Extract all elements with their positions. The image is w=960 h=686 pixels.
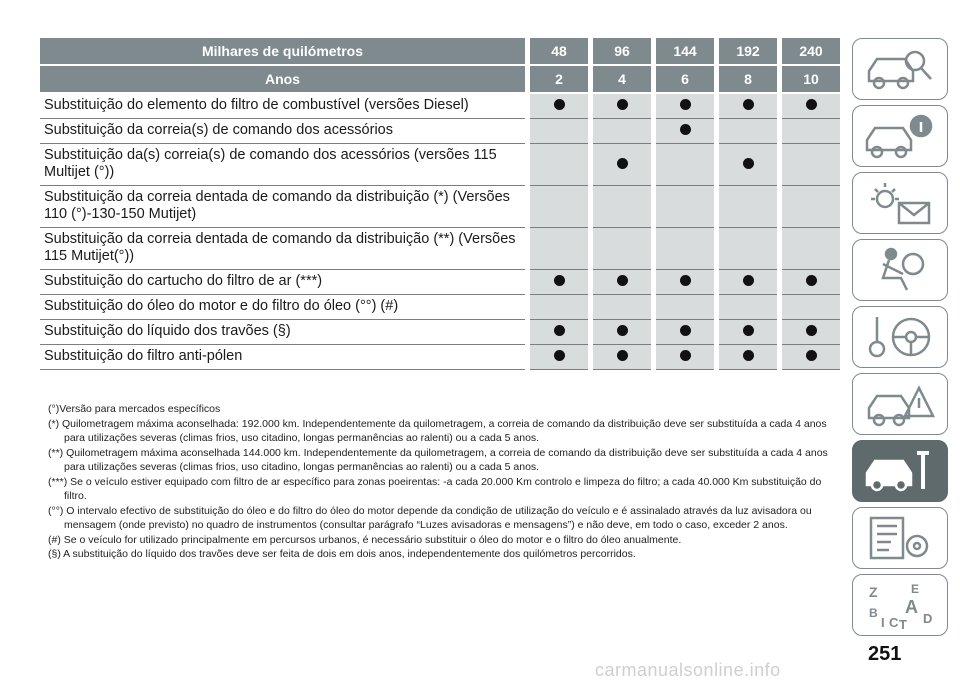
specifications-gear-icon: [861, 512, 939, 564]
schedule-cell: [654, 228, 717, 270]
schedule-cell: [780, 186, 841, 228]
scheduled-dot-icon: [806, 275, 817, 286]
schedule-cell: [717, 186, 780, 228]
schedule-cell: [780, 228, 841, 270]
footnote: (#) Se o veículo for utilizado principalmente em percursos urbanos, é necessário substituir o óleo do motor e o filtro do óleo anualmente.: [48, 533, 682, 546]
chapter-tab-specifications[interactable]: [852, 507, 948, 569]
footnote: (°)Versão para mercados específicos: [48, 403, 221, 415]
schedule-cell: [654, 144, 717, 186]
scheduled-dot-icon: [617, 99, 628, 110]
schedule-cell: [780, 345, 841, 370]
table-row: [40, 228, 840, 270]
scheduled-dot-icon: [554, 275, 565, 286]
schedule-cell: [717, 345, 780, 370]
scheduled-dot-icon: [554, 99, 565, 110]
table-row: [40, 320, 840, 345]
svg-text:D: D: [923, 611, 933, 626]
page-number: 251: [868, 643, 902, 665]
chapter-tab-starting-driving[interactable]: [852, 306, 948, 368]
chapter-tab-safety[interactable]: [852, 239, 948, 301]
svg-text:B: B: [869, 606, 878, 620]
scheduled-dot-icon: [680, 325, 691, 336]
maintenance-schedule-table: [40, 38, 840, 370]
car-info-icon: [861, 110, 939, 162]
table-row: [40, 270, 840, 295]
scheduled-dot-icon: [806, 99, 817, 110]
schedule-cell: [717, 228, 780, 270]
header-row-years: [40, 65, 840, 93]
svg-text:T: T: [899, 617, 907, 631]
schedule-cell: [528, 93, 591, 119]
schedule-cell: [780, 119, 841, 144]
schedule-cell: [591, 320, 654, 345]
schedule-cell: [591, 345, 654, 370]
footnote: (***) Se o veículo estiver equipado com filtro de ar específico para zonas poeirentas: -a cada 20.000 Km controlo e limpeza do filtro; a cada 40.000 Km substituição do filtro.: [48, 475, 822, 502]
row-label: Substituição da correia dentada de comando da distribuição (**) (Versões 115 Mutijet(°)): [40, 228, 528, 270]
schedule-cell: [654, 93, 717, 119]
table-row: [40, 186, 840, 228]
schedule-cell: [528, 270, 591, 295]
schedule-cell: [528, 320, 591, 345]
schedule-cell: [654, 119, 717, 144]
scheduled-dot-icon: [554, 350, 565, 361]
emergency-triangle-car-icon: [861, 378, 939, 430]
schedule-cell: [717, 320, 780, 345]
scheduled-dot-icon: [680, 99, 691, 110]
header-value: 2: [528, 65, 591, 93]
schedule-cell: [780, 270, 841, 295]
chapter-tab-warning-lights[interactable]: [852, 172, 948, 234]
schedule-cell: [591, 144, 654, 186]
scheduled-dot-icon: [554, 325, 565, 336]
schedule-cell: [591, 93, 654, 119]
schedule-cell: [780, 144, 841, 186]
schedule-cell: [717, 119, 780, 144]
schedule-cell: [591, 295, 654, 320]
scheduled-dot-icon: [743, 99, 754, 110]
row-label: Substituição do líquido dos travões (§): [40, 320, 528, 345]
row-label: Substituição da correia(s) de comando dos acessórios: [40, 119, 528, 144]
footnote: (°°) O intervalo efectivo de substituição do óleo e do filtro do óleo do motor depende da condição de utilização do veículo e é assinalado através da luz avisadora ou mensagem (onde previsto) no quadro de instrumentos (consultar parágrafo “Luzes avisadoras e mensagens”) e não deve, em todo o caso, exceder 2 anos.: [48, 504, 812, 531]
chapter-tab-index[interactable]: [852, 574, 948, 636]
schedule-cell: [654, 320, 717, 345]
schedule-cell: [528, 228, 591, 270]
scheduled-dot-icon: [743, 275, 754, 286]
watermark: carmanualsonline.info: [595, 660, 781, 680]
svg-text:C: C: [889, 615, 899, 630]
header-value: 144: [654, 38, 717, 65]
row-label: Substituição do filtro anti-pólen: [40, 345, 528, 370]
schedule-cell: [780, 295, 841, 320]
schedule-cell: [780, 320, 841, 345]
table-row: [40, 144, 840, 186]
schedule-cell: [591, 186, 654, 228]
header-value: 4: [591, 65, 654, 93]
chapter-tab-emergency[interactable]: [852, 373, 948, 435]
scheduled-dot-icon: [743, 350, 754, 361]
header-value: 192: [717, 38, 780, 65]
chapter-tab-info[interactable]: [852, 105, 948, 167]
schedule-cell: [654, 270, 717, 295]
warning-lights-mail-icon: [861, 177, 939, 229]
scheduled-dot-icon: [680, 350, 691, 361]
header-value: 10: [780, 65, 841, 93]
scheduled-dot-icon: [680, 275, 691, 286]
schedule-cell: [591, 270, 654, 295]
schedule-cell: [717, 144, 780, 186]
header-row-km: [40, 38, 840, 65]
car-search-icon: [861, 43, 939, 95]
car-wrench-icon: [861, 445, 939, 497]
svg-text:A: A: [905, 597, 918, 617]
schedule-cell: [717, 295, 780, 320]
header-value: 96: [591, 38, 654, 65]
row-label: Substituição da correia dentada de comando da distribuição (*) (Versões 110 (°)-130-150 Mutijet): [40, 186, 528, 228]
key-steering-wheel-icon: [861, 311, 939, 363]
schedule-cell: [528, 295, 591, 320]
schedule-cell: [654, 186, 717, 228]
table-row: [40, 295, 840, 320]
header-label: Milhares de quilómetros: [40, 38, 528, 65]
scheduled-dot-icon: [743, 325, 754, 336]
footnotes: [48, 402, 838, 562]
header-value: 240: [780, 38, 841, 65]
schedule-cell: [717, 270, 780, 295]
airbag-seat-icon: [861, 244, 939, 296]
schedule-cell: [654, 345, 717, 370]
svg-text:E: E: [911, 582, 920, 596]
schedule-cell: [528, 345, 591, 370]
row-label: Substituição da(s) correia(s) de comando dos acessórios (versões 115 Multijet (°)): [40, 144, 528, 186]
footnote: (*) Quilometragem máxima aconselhada: 192.000 km. Independentemente da quilometragem, a correia de comando da distribuição deve ser substituída a cada 4 anos para utilizações severas (climas frios, uso citadino, longas permanências ao ralenti) ou a cada 5 anos.: [48, 417, 827, 444]
schedule-cell: [528, 119, 591, 144]
svg-text:Z: Z: [869, 584, 878, 600]
chapter-sidebar: [852, 38, 952, 641]
header-value: 8: [717, 65, 780, 93]
table-row: [40, 119, 840, 144]
table-row: [40, 345, 840, 370]
footnote: (**) Quilometragem máxima aconselhada 144.000 km. Independentemente da quilometragem, a correia de comando da distribuição deve ser substituída a cada 4 anos para utilizações severas (climas frios, uso citadino, longas permanências ao ralenti) ou a cada 5 anos.: [48, 446, 828, 473]
row-label: Substituição do elemento do filtro de combustível (versões Diesel): [40, 93, 528, 119]
scheduled-dot-icon: [743, 158, 754, 169]
schedule-cell: [528, 144, 591, 186]
header-value: 6: [654, 65, 717, 93]
chapter-tab-maintenance[interactable]: [852, 440, 948, 502]
header-label: Anos: [40, 65, 528, 93]
alphabet-index-icon: [861, 579, 939, 631]
table-row: [40, 93, 840, 119]
schedule-cell: [654, 295, 717, 320]
footnote: (§) A substituição do líquido dos travões deve ser feita de dois em dois anos, independentemente dos quilómetros percorridos.: [48, 548, 636, 560]
row-label: Substituição do cartucho do filtro de ar (***): [40, 270, 528, 295]
svg-text:I: I: [881, 615, 885, 630]
schedule-cell: [780, 93, 841, 119]
scheduled-dot-icon: [617, 275, 628, 286]
schedule-cell: [591, 228, 654, 270]
scheduled-dot-icon: [806, 325, 817, 336]
header-value: 48: [528, 38, 591, 65]
scheduled-dot-icon: [617, 350, 628, 361]
schedule-cell: [591, 119, 654, 144]
schedule-cell: [528, 186, 591, 228]
scheduled-dot-icon: [680, 124, 691, 135]
schedule-cell: [717, 93, 780, 119]
row-label: Substituição do óleo do motor e do filtro do óleo (°°) (#): [40, 295, 528, 320]
scheduled-dot-icon: [806, 350, 817, 361]
chapter-tab-knowing-car[interactable]: [852, 38, 948, 100]
scheduled-dot-icon: [617, 325, 628, 336]
scheduled-dot-icon: [617, 158, 628, 169]
